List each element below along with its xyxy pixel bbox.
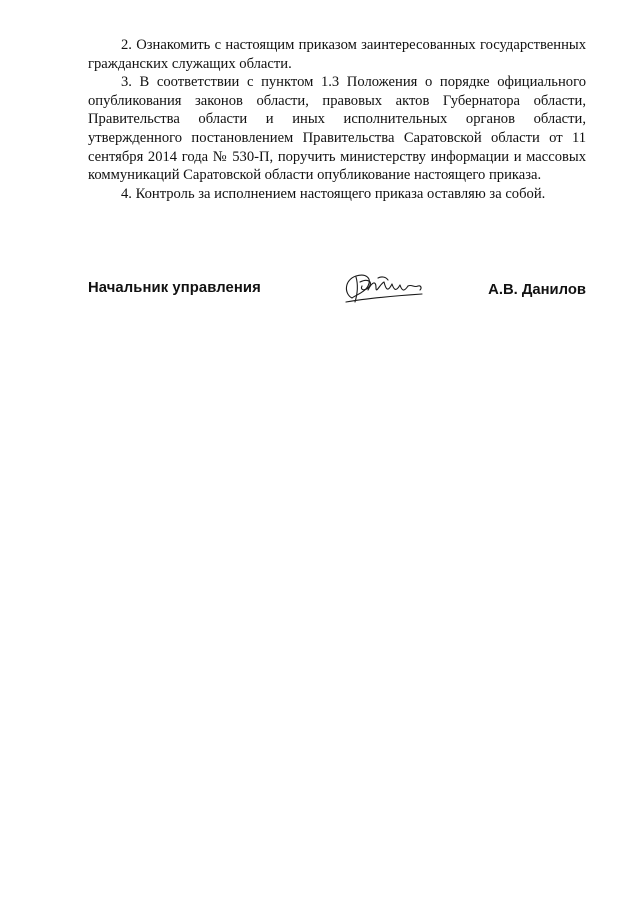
handwritten-signature-icon bbox=[338, 268, 428, 310]
paragraph-4: 4. Контроль за исполнением настоящего приказа оставляю за собой. bbox=[121, 185, 546, 202]
paragraph-3: 3. В соответствии с пунктом 1.3 Положения о порядке официального опубликования законов области, правовых актов Губернатора области, Правительства области и иных исполнительных органов области, утвержденного постановлением Правительства Саратовской области от 11 сентября 2014 года № 530-П, поручить министерству информации и массовых коммуникаций Саратовской области опубликование настоящего приказа. bbox=[88, 74, 586, 184]
signatory-name: А.В. Данилов bbox=[488, 282, 586, 298]
signature-block bbox=[88, 268, 586, 318]
paragraph-2: 2. Ознакомить с настоящим приказом заинтересованных государственных гражданских служащих области. bbox=[88, 37, 586, 72]
signatory-position: Начальник управления bbox=[88, 280, 261, 296]
document-body bbox=[88, 36, 586, 203]
